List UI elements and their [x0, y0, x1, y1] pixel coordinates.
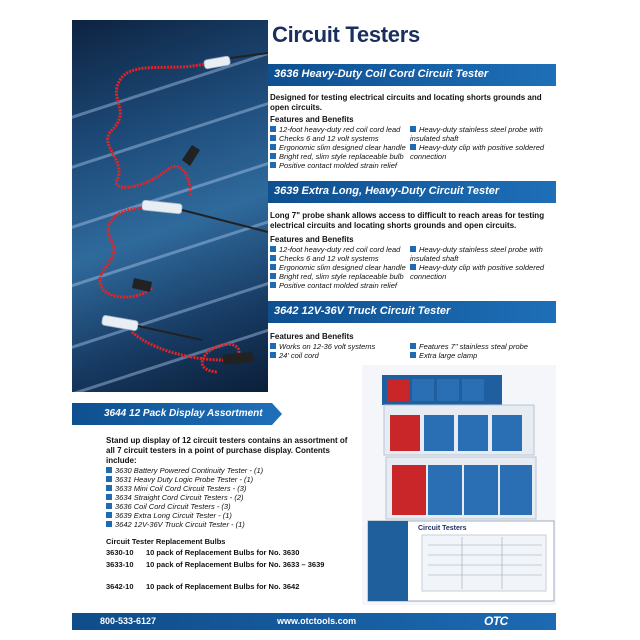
- section-3636-description: Designed for testing electrical circuits and locating shorts grounds and open circuits.: [270, 93, 542, 112]
- square-bullet-icon: [106, 512, 112, 518]
- list-item: 3631 Heavy Duty Logic Probe Tester - (1): [106, 475, 263, 484]
- list-item: 3642 12V-36V Truck Circuit Tester - (1): [106, 520, 263, 529]
- section-3636-features-left: [270, 125, 406, 170]
- feature-item: Ergonomic slim designed clear handle: [270, 263, 406, 272]
- otc-logo: OTC: [484, 614, 508, 628]
- feature-item: Checks 6 and 12 volt systems: [270, 254, 406, 263]
- feature-item: Bright red, slim style replaceable bulb: [270, 152, 406, 161]
- square-bullet-icon: [106, 494, 112, 500]
- section-3644-header: [72, 403, 272, 425]
- section-3644-contents: [106, 466, 263, 529]
- feature-item: Heavy-duty stainless steel probe with insulated shaft: [410, 125, 543, 143]
- square-bullet-icon: [106, 476, 112, 482]
- section-3636-header: [268, 64, 556, 86]
- circuit-tester-photos: [72, 20, 268, 392]
- tester-3636-image: [108, 53, 268, 195]
- feature-item: Heavy-duty clip with positive soldered connection: [410, 143, 545, 161]
- section-3642-title: 3642 12V-36V Truck Circuit Tester: [274, 305, 451, 317]
- feature-item: Features 7" stainless steal probe: [410, 342, 554, 351]
- section-3636-features-heading: Features and Benefits: [270, 115, 354, 124]
- section-3642-features-right: [410, 342, 554, 360]
- section-3639-features-right: [410, 245, 554, 281]
- feature-item: Bright red, slim style replaceable bulb: [270, 272, 406, 281]
- feature-item: 12-foot heavy-duty red coil cord lead: [270, 245, 406, 254]
- feature-item: Checks 6 and 12 volt systems: [270, 134, 406, 143]
- list-item: 3639 Extra Long Circuit Tester - (1): [106, 511, 263, 520]
- feature-item: Positive contact molded strain relief: [270, 281, 406, 290]
- product-photo-panel: [72, 20, 268, 392]
- feature-item: Heavy-duty stainless steel probe with insulated shaft: [410, 245, 543, 263]
- section-3642-header: [268, 301, 556, 323]
- list-item: 3630 Battery Powered Continuity Tester - (1): [106, 466, 263, 475]
- square-bullet-icon: [106, 503, 112, 509]
- bulb-row: 3633-10 10 pack of Replacement Bulbs for No. 3633 – 3639: [106, 560, 325, 569]
- feature-item: Extra large clamp: [410, 351, 554, 360]
- list-item: 3633 Mini Coil Cord Circuit Testers - (3): [106, 484, 263, 493]
- footer-phone: 800-533-6127: [100, 616, 157, 626]
- square-bullet-icon: [270, 126, 276, 132]
- section-3639-header: [268, 181, 556, 203]
- square-bullet-icon: [270, 255, 276, 261]
- square-bullet-icon: [270, 273, 276, 279]
- bulb-row: 3630-10 10 pack of Replacement Bulbs for No. 3630: [106, 548, 300, 557]
- section-3639-features-heading: Features and Benefits: [270, 235, 354, 244]
- square-bullet-icon: [270, 144, 276, 150]
- section-3636-features-right: [410, 125, 554, 161]
- section-3642-features-heading: Features and Benefits: [270, 332, 354, 341]
- square-bullet-icon: [410, 246, 416, 252]
- square-bullet-icon: [410, 144, 416, 150]
- section-3644-title: 3644 12 Pack Display Assortment: [104, 408, 263, 419]
- square-bullet-icon: [106, 485, 112, 491]
- section-3639-features-left: [270, 245, 406, 290]
- section-3639-description: Long 7" probe shank allows access to difficult to reach areas for testing electrical circuits and locating shorts grounds and open circuits.: [270, 211, 545, 230]
- arrow-right-icon: [272, 403, 282, 425]
- feature-item: Positive contact molded strain relief: [270, 161, 406, 170]
- footer-bar: [72, 613, 556, 630]
- bulb-row: 3642-10 10 pack of Replacement Bulbs for No. 3642: [106, 582, 300, 591]
- square-bullet-icon: [270, 352, 276, 358]
- square-bullet-icon: [410, 264, 416, 270]
- feature-item: Heavy-duty clip with positive soldered connection: [410, 263, 545, 281]
- section-3642-features-left: [270, 342, 375, 360]
- section-3636-title: 3636 Heavy-Duty Coil Cord Circuit Tester: [274, 68, 489, 80]
- square-bullet-icon: [270, 162, 276, 168]
- square-bullet-icon: [270, 135, 276, 141]
- list-item: 3634 Straight Cord Circuit Testers - (2): [106, 493, 263, 502]
- display-stand-title: Circuit Testers: [418, 525, 467, 532]
- square-bullet-icon: [270, 343, 276, 349]
- tester-3639-image: [100, 200, 268, 297]
- footer-website: www.otctools.com: [277, 616, 357, 626]
- section-3639-title: 3639 Extra Long, Heavy-Duty Circuit Tester: [274, 185, 500, 197]
- square-bullet-icon: [270, 264, 276, 270]
- feature-item: 12-foot heavy-duty red coil cord lead: [270, 125, 406, 134]
- square-bullet-icon: [106, 467, 112, 473]
- section-3644-description: Stand up display of 12 circuit testers contains an assortment of all 7 circuit testers in a point of purchase display. Contents include:: [106, 436, 348, 465]
- display-stand-photo: [362, 365, 556, 605]
- tester-3642-image: [101, 315, 254, 372]
- display-stand-image: [362, 365, 556, 605]
- page-title: Circuit Testers: [272, 22, 420, 47]
- list-item: 3636 Coil Cord Circuit Testers - (3): [106, 502, 263, 511]
- feature-item: Ergonomic slim designed clear handle: [270, 143, 406, 152]
- feature-item: 24' coil cord: [270, 351, 375, 360]
- square-bullet-icon: [270, 282, 276, 288]
- square-bullet-icon: [270, 246, 276, 252]
- catalog-page: [72, 20, 556, 630]
- square-bullet-icon: [410, 126, 416, 132]
- square-bullet-icon: [106, 521, 112, 527]
- square-bullet-icon: [410, 352, 416, 358]
- square-bullet-icon: [410, 343, 416, 349]
- replacement-bulbs-heading: Circuit Tester Replacement Bulbs: [106, 537, 226, 546]
- square-bullet-icon: [270, 153, 276, 159]
- feature-item: Works on 12-36 volt systems: [270, 342, 375, 351]
